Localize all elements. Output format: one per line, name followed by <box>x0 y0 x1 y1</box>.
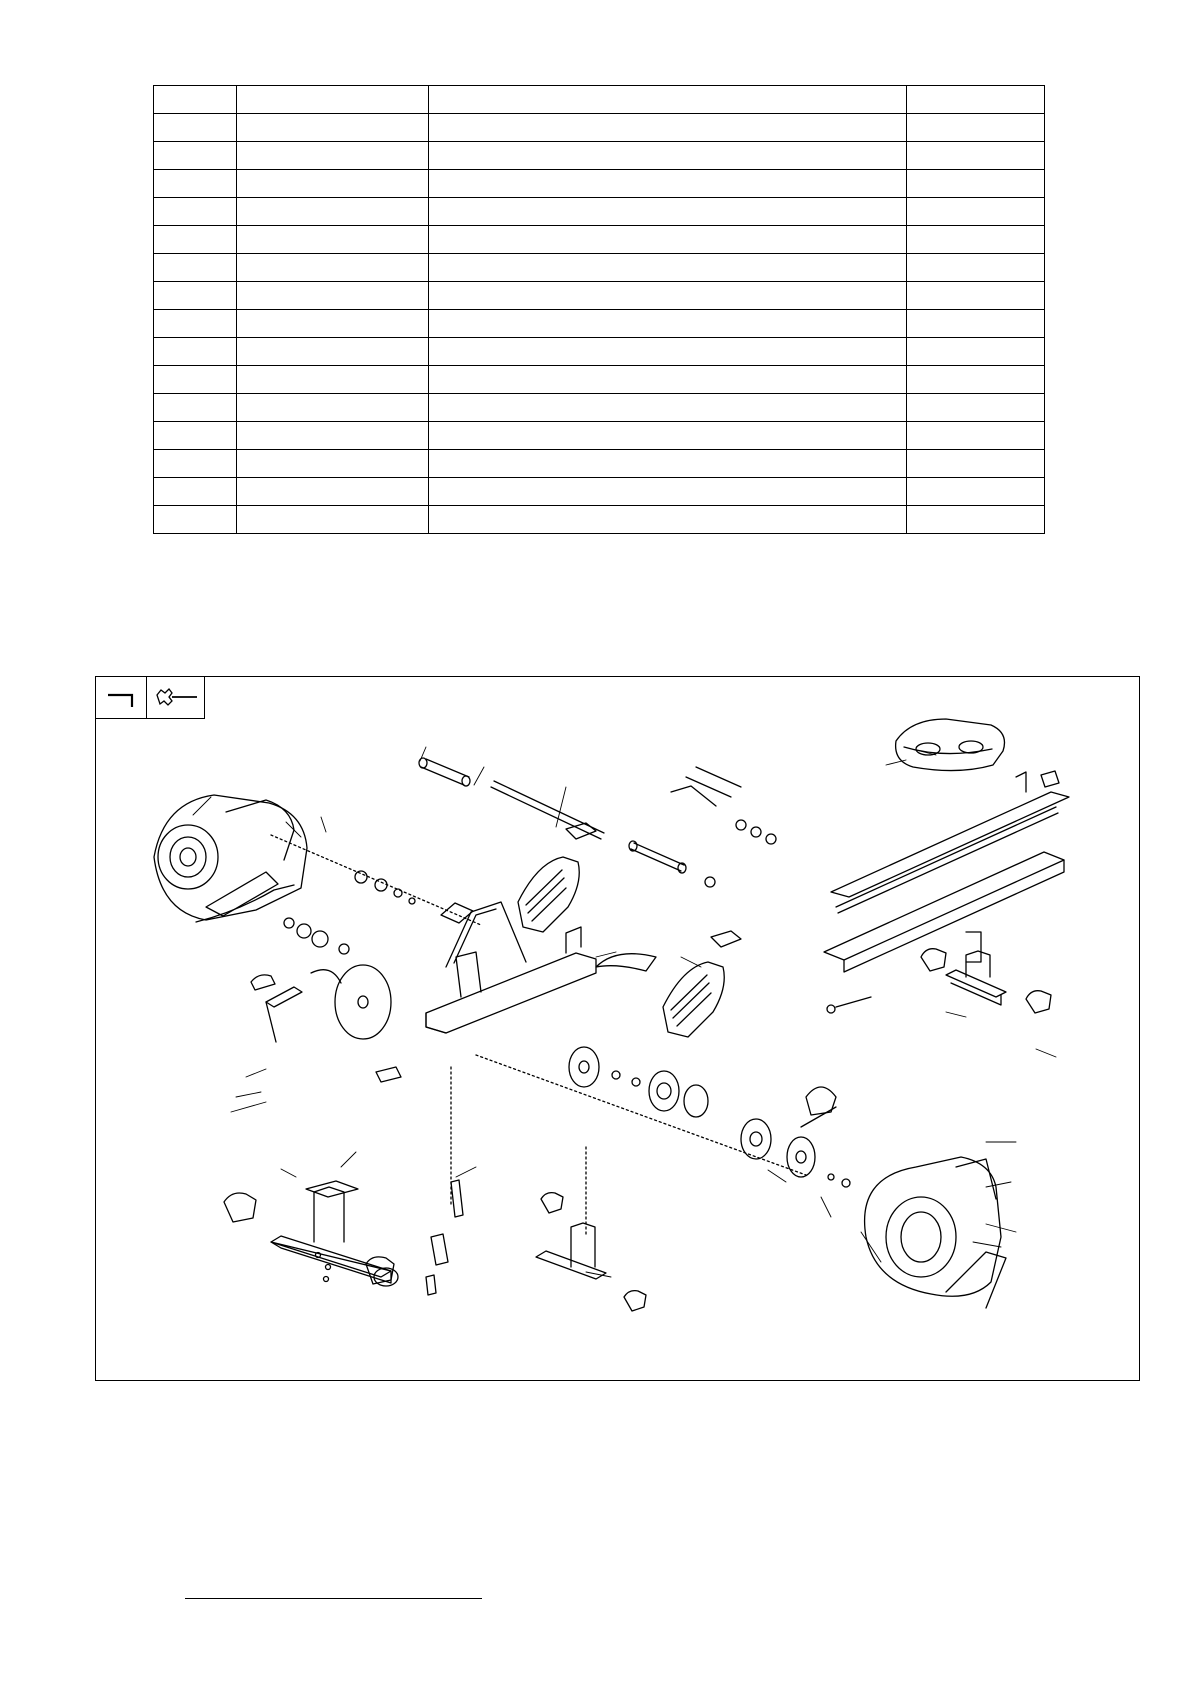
table-row <box>154 506 1045 534</box>
front-stabilizer <box>921 949 1051 1013</box>
table-cell <box>154 394 237 422</box>
table-cell <box>237 114 429 142</box>
table-cell <box>237 226 429 254</box>
table-cell <box>429 338 907 366</box>
table-cell <box>154 310 237 338</box>
table-row <box>154 394 1045 422</box>
table-cell <box>907 478 1045 506</box>
table-cell <box>907 450 1045 478</box>
table-cell <box>429 142 907 170</box>
table-cell <box>429 450 907 478</box>
table-cell <box>429 478 907 506</box>
table-cell <box>907 114 1045 142</box>
table-cell <box>154 506 237 534</box>
table-cell <box>154 226 237 254</box>
table-row <box>154 198 1045 226</box>
table-cell <box>429 114 907 142</box>
exploded-view-diagram <box>95 676 1140 1381</box>
table-row <box>154 478 1045 506</box>
table-cell <box>154 450 237 478</box>
table-cell <box>429 198 907 226</box>
main-frame <box>426 902 596 1033</box>
table-cell <box>907 198 1045 226</box>
table-cell <box>907 338 1045 366</box>
table-cell <box>154 114 237 142</box>
table-cell <box>237 506 429 534</box>
table-cell <box>907 282 1045 310</box>
foot-pedals <box>518 823 741 1037</box>
table-cell <box>237 478 429 506</box>
table-cell <box>429 422 907 450</box>
table-cell <box>237 254 429 282</box>
table-cell <box>907 422 1045 450</box>
table-cell <box>237 394 429 422</box>
table-cell <box>429 254 907 282</box>
table-row <box>154 282 1045 310</box>
table-cell <box>237 86 429 114</box>
rear-stabilizer <box>224 1181 398 1286</box>
table-cell <box>907 170 1045 198</box>
table-cell <box>237 198 429 226</box>
table-row <box>154 422 1045 450</box>
table-cell <box>907 226 1045 254</box>
table-cell <box>154 422 237 450</box>
footnote-rule <box>185 1598 482 1599</box>
table-cell <box>429 170 907 198</box>
table-cell <box>429 394 907 422</box>
tool-legend <box>96 677 205 719</box>
allen-key-icon <box>96 677 146 717</box>
table-cell <box>429 506 907 534</box>
table-cell <box>429 282 907 310</box>
table-cell <box>154 254 237 282</box>
table-cell <box>154 282 237 310</box>
table-cell <box>907 254 1045 282</box>
table-cell <box>237 142 429 170</box>
table-cell <box>429 86 907 114</box>
left-fan-housing <box>154 795 307 922</box>
right-fan-housing <box>865 1157 1006 1308</box>
table-cell <box>907 310 1045 338</box>
table-cell <box>154 86 237 114</box>
table-cell <box>237 282 429 310</box>
table-cell <box>154 338 237 366</box>
table-cell <box>237 310 429 338</box>
table-cell <box>429 310 907 338</box>
axle-bars <box>419 758 715 887</box>
table-cell <box>429 366 907 394</box>
table-cell <box>154 198 237 226</box>
small-hardware <box>251 767 1059 1295</box>
parts-table-body <box>154 86 1045 534</box>
table-cell <box>237 170 429 198</box>
table-row <box>154 366 1045 394</box>
table-cell <box>154 366 237 394</box>
table-row <box>154 310 1045 338</box>
seat <box>896 719 1005 771</box>
table-row <box>154 142 1045 170</box>
table-row <box>154 86 1045 114</box>
table-row <box>154 450 1045 478</box>
exploded-view-drawing <box>96 677 1139 1380</box>
table-cell <box>907 366 1045 394</box>
table-row <box>154 254 1045 282</box>
table-row <box>154 226 1045 254</box>
table-cell <box>154 478 237 506</box>
table-cell <box>907 394 1045 422</box>
table-row <box>154 114 1045 142</box>
flywheel-disk <box>271 835 481 1039</box>
parts-table <box>153 85 1045 534</box>
drive-pulleys <box>476 954 850 1187</box>
center-stabilizer <box>451 1067 646 1311</box>
slide-rail <box>824 792 1069 972</box>
table-cell <box>907 142 1045 170</box>
table-cell <box>154 170 237 198</box>
table-row <box>154 338 1045 366</box>
table-cell <box>907 506 1045 534</box>
table-cell <box>237 338 429 366</box>
table-row <box>154 170 1045 198</box>
table-cell <box>907 86 1045 114</box>
wrench-icon <box>147 677 205 717</box>
table-cell <box>237 450 429 478</box>
table-cell <box>237 422 429 450</box>
table-cell <box>154 142 237 170</box>
table-cell <box>237 366 429 394</box>
table-cell <box>429 226 907 254</box>
